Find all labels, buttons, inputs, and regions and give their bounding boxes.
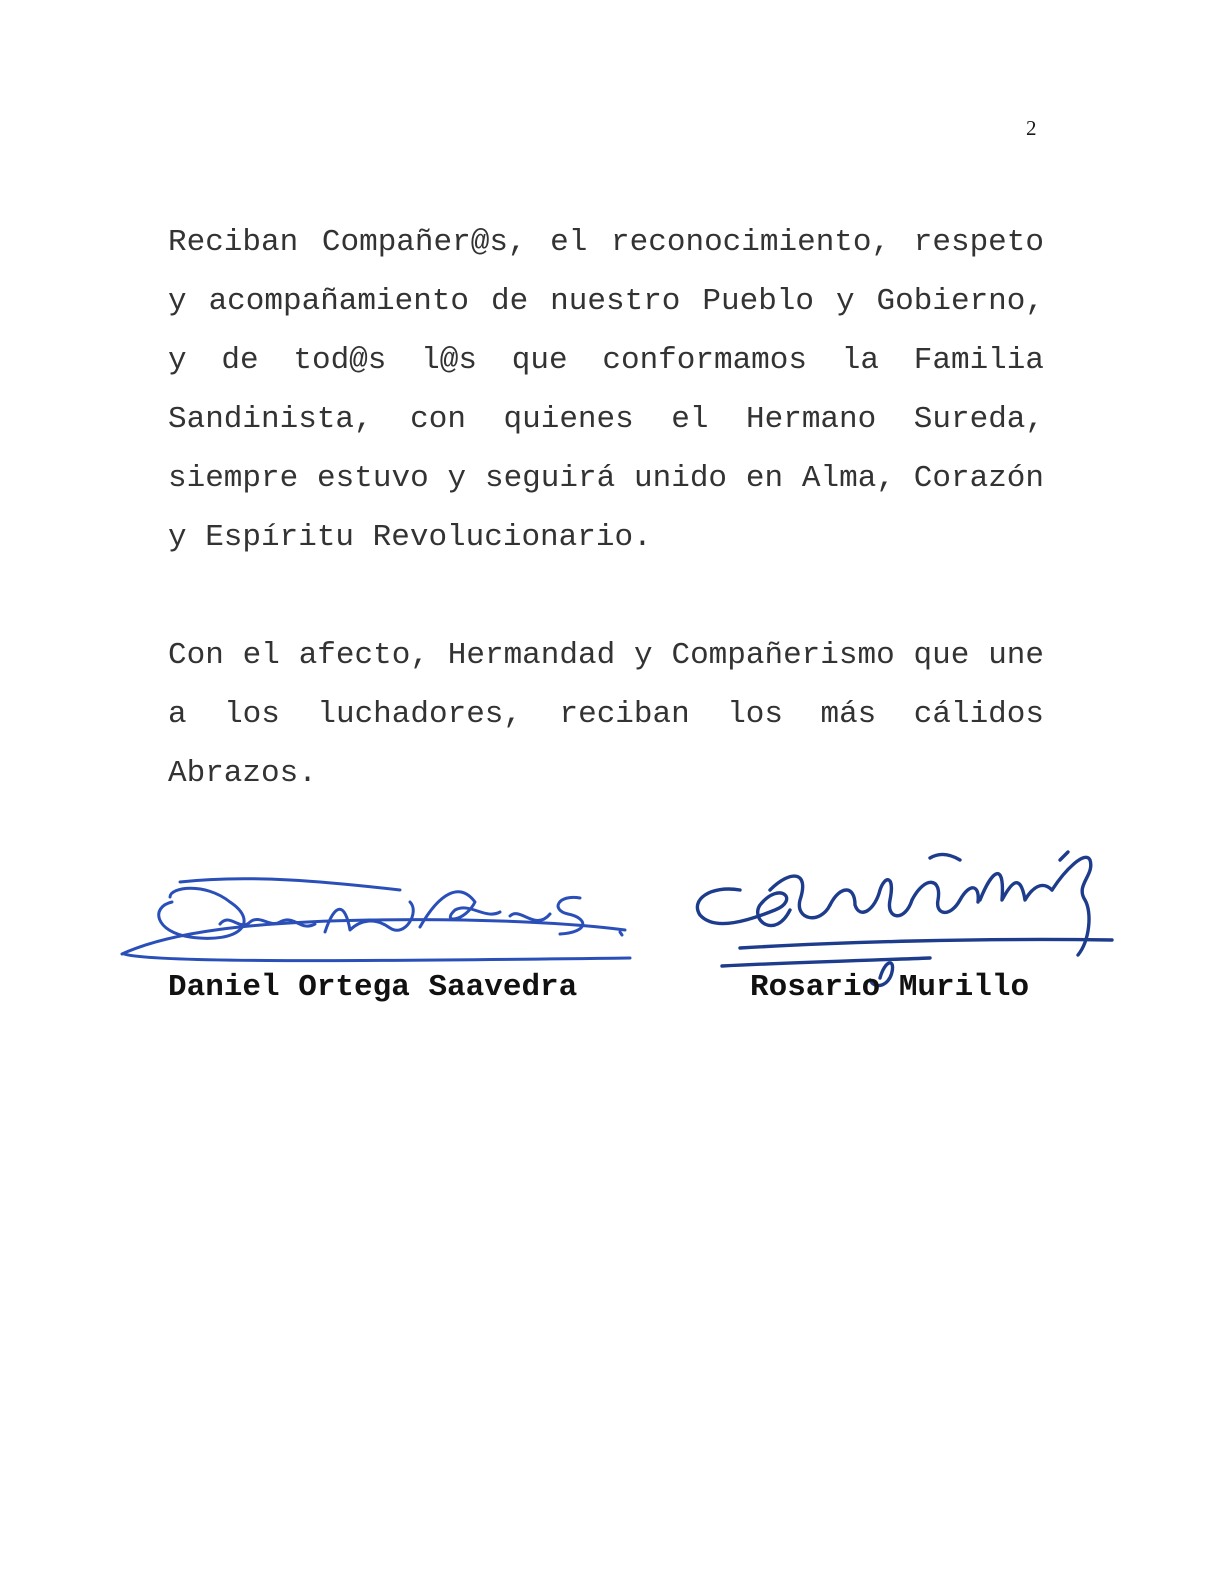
letter-paragraph-2: Con el afecto, Hermandad y Compañerismo que une a los luchadores, reciban los más cálidos Abrazos. xyxy=(168,638,1044,791)
signature-daniel-ortega xyxy=(110,862,650,982)
signer-name-daniel-ortega: Daniel Ortega Saavedra xyxy=(168,970,578,1005)
letter-paragraph-1: Reciban Compañer@s, el reconocimiento, respeto y acompañamiento de nuestro Pueblo y Gobierno, y de tod@s l@s que conformamos la Familia Sandinista, con quienes el Hermano Sureda, siempre estuvo y seguirá unido en Alma, Corazón y Espíritu Revolucionario. xyxy=(168,225,1044,555)
page-number: 2 xyxy=(1026,116,1037,140)
signer-name-rosario-murillo: Rosario Murillo xyxy=(750,970,1030,1005)
